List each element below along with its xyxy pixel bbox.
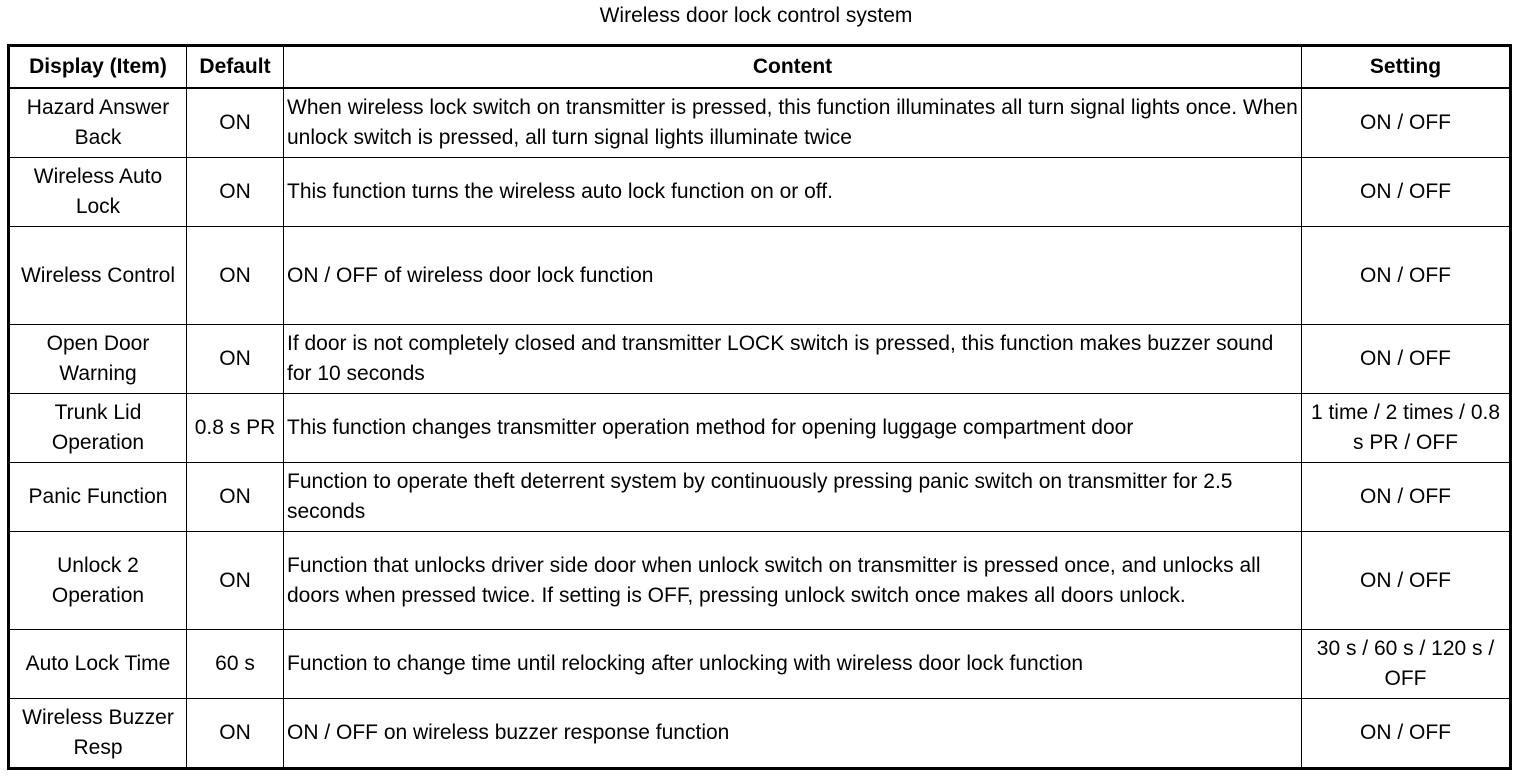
item-cell: Wireless Buzzer Resp (9, 699, 187, 769)
default-cell: ON (187, 325, 284, 394)
default-cell: ON (187, 88, 284, 158)
content-cell: This function turns the wireless auto lock function on or off. (284, 158, 1302, 227)
setting-cell: ON / OFF (1302, 463, 1511, 532)
default-cell: ON (187, 227, 284, 325)
default-cell: 0.8 s PR (187, 394, 284, 463)
table-row (9, 630, 1511, 699)
table-header-row (9, 46, 1511, 89)
table-row (9, 325, 1511, 394)
setting-cell: ON / OFF (1302, 532, 1511, 630)
content-cell: Function to operate theft deterrent system by continuously pressing panic switch on transmitter for 2.5 seconds (284, 463, 1302, 532)
content-cell: When wireless lock switch on transmitter is pressed, this function illuminates all turn signal lights once. When unlock switch is pressed, all turn signal lights illuminate twice (284, 88, 1302, 158)
table-row (9, 88, 1511, 158)
item-cell: Auto Lock Time (9, 630, 187, 699)
header-setting: Setting (1302, 46, 1511, 89)
table-row (9, 394, 1511, 463)
content-cell: Function that unlocks driver side door when unlock switch on transmitter is pressed once, and unlocks all doors when pressed twice. If setting is OFF, pressing unlock switch once makes all doors unlock. (284, 532, 1302, 630)
default-cell: ON (187, 699, 284, 769)
table-row (9, 699, 1511, 769)
setting-cell: 1 time / 2 times / 0.8 s PR / OFF (1302, 394, 1511, 463)
content-cell: If door is not completely closed and transmitter LOCK switch is pressed, this function makes buzzer sound for 10 seconds (284, 325, 1302, 394)
item-cell: Wireless Auto Lock (9, 158, 187, 227)
setting-cell: ON / OFF (1302, 699, 1511, 769)
content-cell: ON / OFF of wireless door lock function (284, 227, 1302, 325)
default-cell: ON (187, 532, 284, 630)
default-cell: ON (187, 158, 284, 227)
item-cell: Open Door Warning (9, 325, 187, 394)
content-cell: Function to change time until relocking after unlocking with wireless door lock function (284, 630, 1302, 699)
table-row (9, 532, 1511, 630)
item-cell: Hazard Answer Back (9, 88, 187, 158)
settings-table (7, 44, 1512, 770)
table-row (9, 158, 1511, 227)
setting-cell: 30 s / 60 s / 120 s / OFF (1302, 630, 1511, 699)
setting-cell: ON / OFF (1302, 227, 1511, 325)
default-cell: 60 s (187, 630, 284, 699)
default-cell: ON (187, 463, 284, 532)
setting-cell: ON / OFF (1302, 158, 1511, 227)
item-cell: Wireless Control (9, 227, 187, 325)
content-cell: ON / OFF on wireless buzzer response function (284, 699, 1302, 769)
item-cell: Panic Function (9, 463, 187, 532)
setting-cell: ON / OFF (1302, 325, 1511, 394)
table-row (9, 463, 1511, 532)
document-title: Wireless door lock control system (599, 4, 913, 27)
table-row (9, 227, 1511, 325)
setting-cell: ON / OFF (1302, 88, 1511, 158)
header-default: Default (187, 46, 284, 89)
header-content: Content (284, 46, 1302, 89)
item-cell: Trunk Lid Operation (9, 394, 187, 463)
header-item: Display (Item) (9, 46, 187, 89)
item-cell: Unlock 2 Operation (9, 532, 187, 630)
content-cell: This function changes transmitter operation method for opening luggage compartment door (284, 394, 1302, 463)
